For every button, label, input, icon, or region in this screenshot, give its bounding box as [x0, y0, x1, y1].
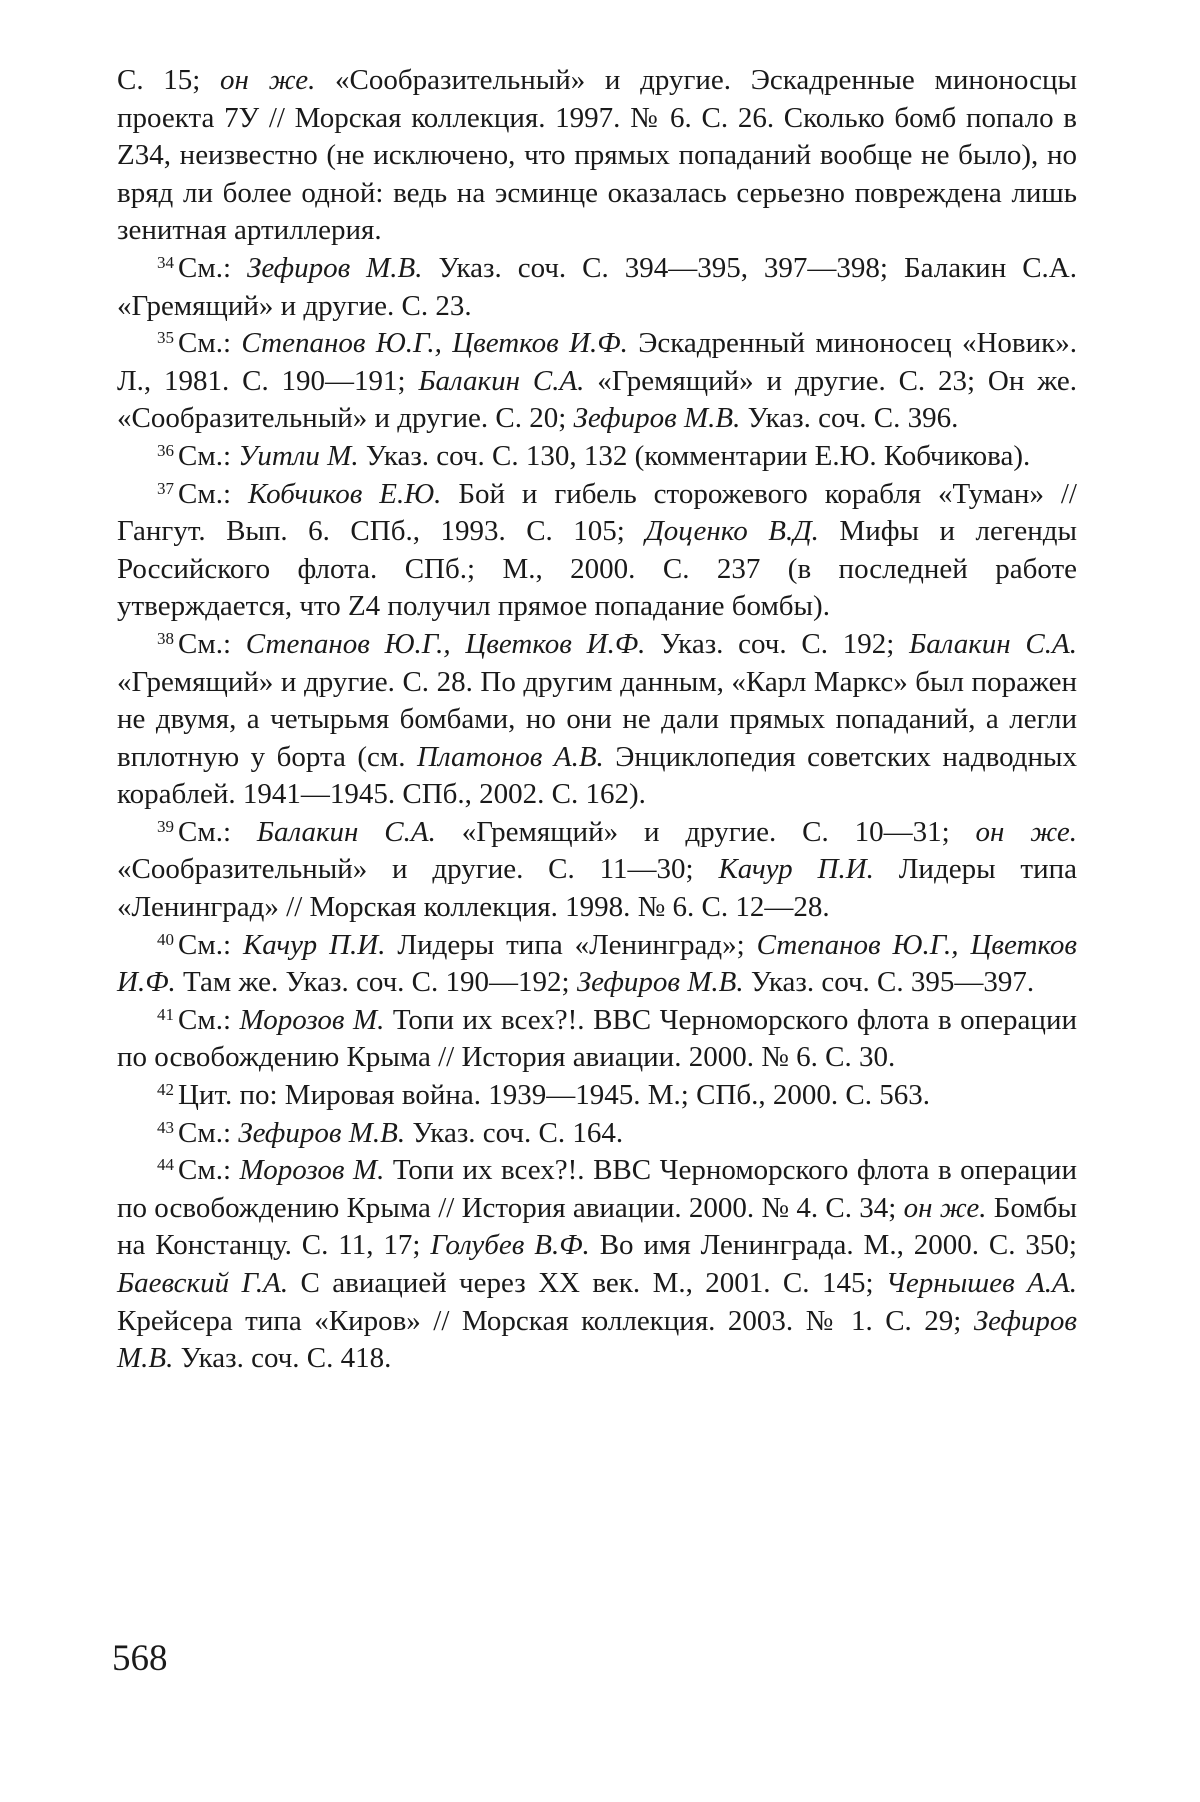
footnote-37	[117, 476, 1077, 626]
cited-author: Голубев В.Ф.	[430, 1229, 590, 1262]
cited-author: Уитли М.	[238, 439, 359, 472]
cited-author: Зефиров М.В.	[238, 1116, 406, 1149]
footnote-38	[117, 626, 1077, 814]
footnote-text: Цит. по: Мировая война. 1939—1945. М.; СПб., 2000. С. 563.	[178, 1079, 930, 1112]
footnote-34	[117, 250, 1077, 325]
footnote-text: Бой и гибель сторожевого корабля «Туман» // Гангут. Вып. 6. СПб., 1993. С. 105;	[117, 477, 1077, 548]
footnote-44	[117, 1152, 1077, 1378]
footnote-text: Указ. соч. С. 192;	[645, 627, 910, 660]
footnote-text: Топи их всех?!. ВВС Черноморского флота в операции по освобождению Крыма // История авиации. 2000. № 4. С. 34;	[117, 1154, 1077, 1224]
footnote-number: 35	[157, 328, 174, 348]
cited-author: Платонов А.В.	[417, 740, 604, 773]
footnote-text: См.:	[178, 815, 257, 848]
footnote-42	[117, 1077, 1077, 1115]
footnote-number: 34	[157, 252, 174, 272]
footnote-43	[117, 1115, 1077, 1153]
footnote-text: Указ. соч. С. 164.	[405, 1116, 624, 1149]
footnote-text: Эскадренный миноносец «Новик». Л., 1981. С. 190—191;	[117, 327, 1077, 397]
footnote-text: Топи их всех?!. ВВС Черноморского флота в операции по освобождению Крыма // История авиации. 2000. № 6. С. 30.	[117, 1003, 1077, 1074]
footnote-text: См.:	[178, 1116, 239, 1149]
cited-author: он же.	[220, 64, 316, 96]
footnote-text: «Гремящий» и другие. С. 10—31;	[435, 815, 976, 848]
footnote-number: 36	[157, 440, 174, 460]
footnote-39	[117, 814, 1077, 927]
footnote-text: См.:	[178, 439, 239, 472]
footnote-text: Лидеры типа «Ленинград» // Морская коллекция. 1998. № 6. С. 12—28.	[117, 853, 1077, 924]
cited-author: Кобчиков Е.Ю.	[247, 477, 442, 510]
footnote-text: Мифы и легенды Российского флота. СПб.; М., 2000. С. 237 (в последней работе утверждается, что Z4 получил прямое попадание бомбы).	[117, 515, 1078, 623]
page-number: 568	[112, 1638, 168, 1679]
footnote-text: «Сообразительный» и другие. С. 11—30;	[117, 853, 719, 886]
cited-author: Степанов Ю.Г., Цветков И.Ф.	[117, 928, 1077, 999]
footnote-41	[117, 1002, 1077, 1077]
footnote-number: 41	[157, 1004, 174, 1024]
cited-author: Зефиров М.В.	[573, 402, 741, 435]
footnote-text: С. 15;	[117, 64, 221, 96]
cited-author: Качур П.И.	[718, 853, 874, 886]
footnotes-block	[117, 62, 1077, 1378]
footnote-number: 39	[157, 816, 174, 836]
footnote-number: 40	[157, 929, 174, 949]
footnote-text: См.:	[178, 627, 246, 660]
footnote-text: С авиацией через XX век. М., 2001. С. 145;	[288, 1267, 886, 1299]
cited-author: Зефиров М.В.	[246, 251, 423, 284]
footnote-number: 37	[157, 478, 174, 498]
footnote-number: 44	[157, 1155, 174, 1175]
footnote-36	[117, 438, 1077, 476]
cited-author: Балакин С.А.	[909, 627, 1077, 660]
footnote-text: Указ. соч. С. 395—397.	[743, 966, 1035, 999]
footnote-text: Указ. соч. С. 418.	[173, 1342, 392, 1375]
footnote-text: См.:	[178, 327, 242, 360]
footnote-text: См.:	[178, 928, 243, 961]
cited-author: Балакин С.А.	[418, 364, 585, 397]
footnote-text: См.:	[178, 477, 248, 510]
cited-author: Степанов Ю.Г., Цветков И.Ф.	[241, 327, 628, 360]
footnote-continuation	[117, 62, 1077, 250]
footnote-40	[117, 927, 1077, 1002]
cited-author: Баевский Г.А.	[117, 1267, 289, 1299]
footnote-text: Лидеры типа «Ленинград»;	[385, 928, 757, 961]
footnote-number: 43	[157, 1117, 174, 1137]
footnote-text: Указ. соч. С. 396.	[740, 402, 959, 435]
footnote-number: 42	[157, 1080, 174, 1100]
footnote-text: См.:	[178, 251, 247, 284]
cited-author: Зефиров М.В.	[117, 1304, 1077, 1375]
footnote-text: См.:	[178, 1003, 240, 1036]
footnote-number: 38	[157, 628, 174, 648]
cited-author: Зефиров М.В.	[576, 966, 744, 999]
cited-author: Морозов М.	[239, 1003, 385, 1036]
cited-author: Чернышев А.А.	[885, 1267, 1077, 1299]
footnote-text: «Гремящий» и другие. С. 28. По другим данным, «Карл Маркс» был поражен не двумя, а четырьмя бомбами, но они не дали прямых попаданий, а легли вплотную у борта (см.	[117, 665, 1077, 773]
footnote-text: Бомбы на Констанцу. С. 11, 17;	[117, 1191, 1077, 1262]
footnote-text: См.:	[178, 1154, 240, 1187]
footnote-text: Крейсера типа «Киров» // Морская коллекция. 2003. № 1. С. 29;	[117, 1304, 974, 1337]
footnote-text: Указ. соч. С. 130, 132 (комментарии Е.Ю. Кобчикова).	[358, 439, 1031, 472]
cited-author: Балакин С.А.	[256, 815, 436, 848]
footnote-text: Во имя Ленинграда. М., 2000. С. 350;	[589, 1229, 1077, 1262]
footnote-text: «Гремящий» и другие. С. 23; Он же. «Сообразительный» и другие. С. 20;	[117, 364, 1078, 435]
footnote-text: «Сообразительный» и другие. Эскадренные миноносцы проекта 7У // Морская коллекция. 1997. № 6. С. 26. Сколько бомб попало в Z34, неизвестно (не исключено, что прямых попаданий вообще не было), но вряд ли более одной: ведь на эсминце оказалась серьезно повреждена лишь зенитная артиллерия.	[117, 64, 1077, 247]
footnote-text: Там же. Указ. соч. С. 190—192;	[175, 966, 577, 999]
cited-author: Морозов М.	[239, 1154, 385, 1187]
footnote-text: Указ. соч. С. 394—395, 397—398; Балакин С.А. «Гремящий» и другие. С. 23.	[117, 251, 1077, 322]
footnote-35	[117, 325, 1077, 438]
cited-author: он же.	[903, 1191, 987, 1224]
cited-author: Качур П.И.	[242, 928, 386, 961]
cited-author: он же.	[975, 815, 1077, 848]
cited-author: Степанов Ю.Г., Цветков И.Ф.	[245, 627, 646, 660]
cited-author: Доценко В.Д.	[645, 515, 819, 548]
footnote-text: Энциклопедия советских надводных кораблей. 1941—1945. СПб., 2002. С. 162).	[117, 740, 1077, 811]
